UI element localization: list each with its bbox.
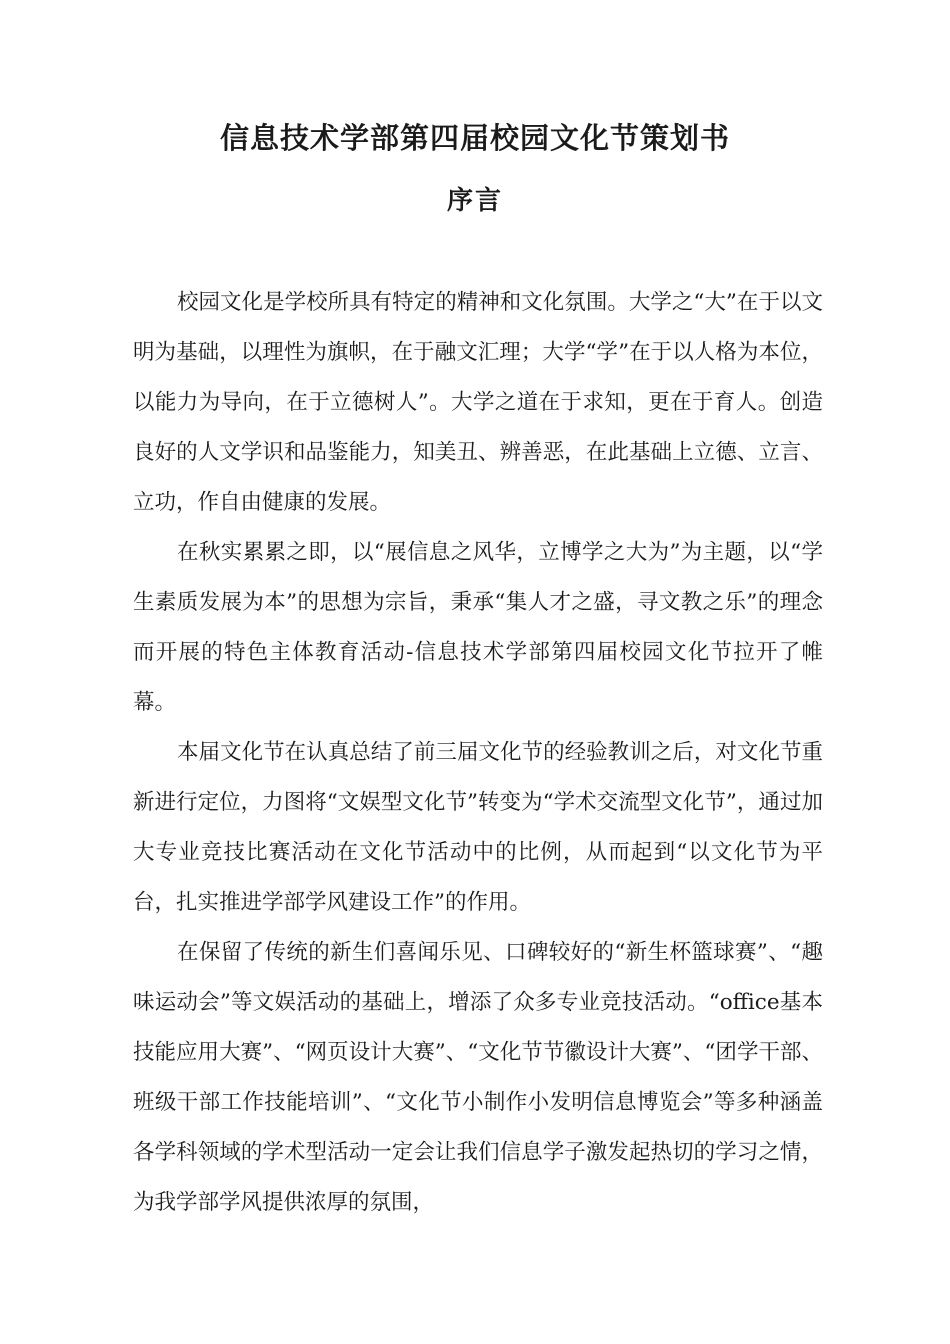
paragraph-3: 本届文化节在认真总结了前三届文化节的经验教训之后，对文化节重新进行定位，力图将“文娱型文化节”转变为“学术交流型文化节”，通过加大专业竞技比赛活动在文化节活动中的比例，从而起到“以文化节为平台，扎实推进学部学风建设工作”的作用。 [133, 740, 823, 915]
paragraph-2: 在秋实累累之即，以“展信息之风华，立博学之大为”为主题，以“学生素质发展为本”的思想为宗旨，秉承“集人才之盛，寻文教之乐”的理念而开展的特色主体教育活动-信息技术学部第四届校园文化节拉开了帷幕。 [133, 540, 823, 715]
paragraph-4: 在保留了传统的新生们喜闻乐见、口碑较好的“新生杯篮球赛”、“趣味运动会”等文娱活动的基础上，增添了众多专业竞技活动。“office基本技能应用大赛”、“网页设计大赛”、“文化节节徽设计大赛”、“团学干部、班级干部工作技能培训”、“文化节小制作小发明信息博览会”等多种涵盖各学科领域的学术型活动一定会让我们信息学子激发起热切的学习之情，为我学部学风提供浓厚的氛围， [133, 940, 823, 1215]
document-title: 信息技术学部第四届校园文化节策划书 [219, 121, 730, 155]
paragraph-1: 校园文化是学校所具有特定的精神和文化氛围。大学之“大”在于以文明为基础，以理性为旗帜，在于融文汇理；大学“学”在于以人格为本位，以能力为导向，在于立德树人”。大学之道在于求知，更在于育人。创造良好的人文学识和品鉴能力，知美丑、辨善恶，在此基础上立德、立言、立功，作自由健康的发展。 [133, 290, 823, 515]
document-body [133, 278, 823, 1228]
document-subtitle: 序言 [446, 186, 503, 216]
